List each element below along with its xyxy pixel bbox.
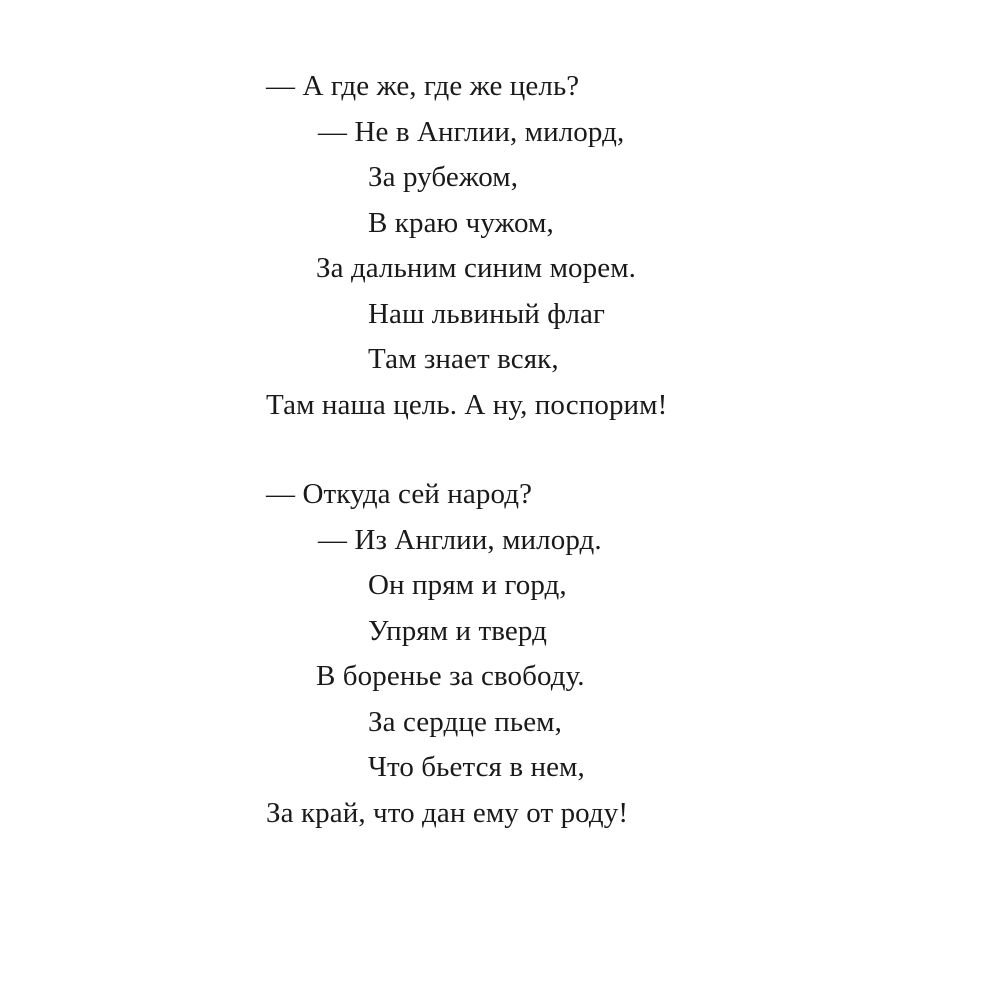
- poem-line: Он прям и горд,: [368, 569, 567, 601]
- poem-line: Наш львиный флаг: [368, 298, 605, 330]
- poem-line: За дальним синим морем.: [316, 252, 637, 284]
- poem-line: Что бьется в нем,: [368, 751, 585, 783]
- poem-line: Упрям и тверд: [368, 615, 547, 647]
- poem-line: — Откуда сей народ?: [266, 478, 533, 510]
- poem-line: Там знает всяк,: [368, 343, 559, 375]
- poem-line: — А где же, где же цель?: [266, 70, 580, 102]
- poem-line: В боренье за свободу.: [316, 660, 585, 692]
- poem-line: За край, что дан ему от роду!: [266, 797, 629, 829]
- poem-line: Там наша цель. А ну, поспорим!: [266, 389, 668, 421]
- poem-line: В краю чужом,: [368, 207, 554, 239]
- poem-line: За сердце пьем,: [368, 706, 562, 738]
- poem-line: — Из Англии, милорд.: [318, 524, 602, 556]
- poem-line: За рубежом,: [368, 161, 519, 193]
- poem-line: — Не в Англии, милорд,: [318, 116, 625, 148]
